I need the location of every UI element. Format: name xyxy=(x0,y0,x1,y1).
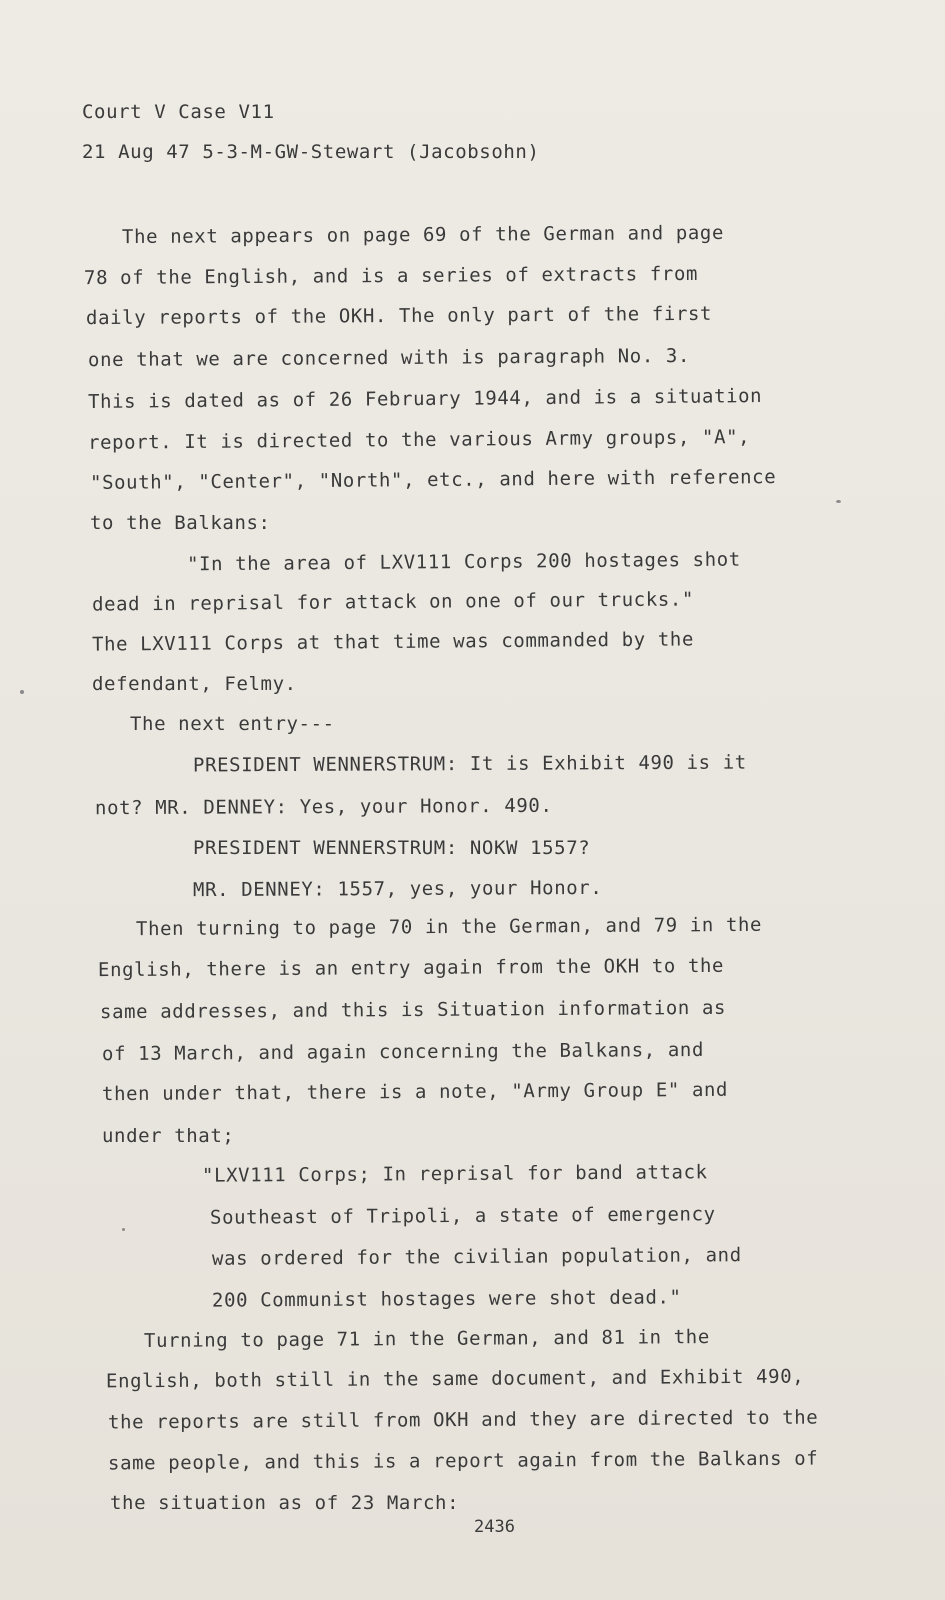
quote-line: "In the area of LXV111 Corps 200 hostages shot xyxy=(186,548,741,576)
text-line: under that; xyxy=(102,1125,235,1147)
text-line: same addresses, and this is Situation information as xyxy=(99,996,727,1024)
text-line: of 13 March, and again concerning the Balkans, and xyxy=(101,1038,705,1066)
header-court-case: Court V Case V11 xyxy=(82,101,275,123)
text-line: Then turning to page 70 in the German, and 79 in the xyxy=(135,913,763,941)
text-line: 78 of the English, and is a series of extracts from xyxy=(83,262,699,290)
text-line: daily reports of the OKH. The only part of the first xyxy=(85,302,713,330)
paper-speck xyxy=(122,1228,125,1231)
quote-line: was ordered for the civilian population, and xyxy=(211,1244,742,1270)
dialogue-line: MR. DENNEY: 1557, yes, your Honor. xyxy=(192,876,603,902)
text-line: The next appears on page 69 of the German and page xyxy=(121,221,725,249)
text-line: same people, and this is a report again from the Balkans of xyxy=(107,1447,819,1475)
text-line: defendant, Felmy. xyxy=(92,673,297,695)
text-line: English, there is an entry again from the OKH to the xyxy=(97,954,725,982)
text-line: to the Balkans: xyxy=(90,512,271,534)
dialogue-line: PRESIDENT WENNERSTRUM: It is Exhibit 490 is it xyxy=(192,751,747,777)
paper-speck xyxy=(836,500,841,503)
text-line: one that we are concerned with is paragraph No. 3. xyxy=(87,344,691,372)
text-line: Turning to page 71 in the German, and 81 in the xyxy=(143,1326,710,1352)
header-date-reporter: 21 Aug 47 5-3-M-GW-Stewart (Jacobsohn) xyxy=(82,141,540,163)
text-line: This is dated as of 26 February 1944, and is a situation xyxy=(87,385,763,413)
quote-line: dead in reprisal for attack on one of our trucks." xyxy=(91,588,695,616)
quote-line: "LXV111 Corps; In reprisal for band attack xyxy=(201,1161,708,1187)
text-line: the reports are still from OKH and they are directed to the xyxy=(107,1406,819,1434)
paper-speck xyxy=(20,690,24,694)
quote-line: Southeast of Tripoli, a state of emergency xyxy=(209,1203,716,1229)
page-number: 2436 xyxy=(474,1517,515,1537)
text-line: "South", "Center", "North", etc., and here with reference xyxy=(89,466,777,494)
text-line: the situation as of 23 March: xyxy=(110,1492,460,1514)
text-line: English, both still in the same document, and Exhibit 490, xyxy=(105,1365,805,1393)
quote-line: 200 Communist hostages were shot dead." xyxy=(211,1286,682,1312)
text-line: then under that, there is a note, "Army Group E" and xyxy=(101,1078,729,1106)
text-line: The next entry--- xyxy=(130,713,335,735)
text-line: The LXV111 Corps at that time was commanded by the xyxy=(91,628,695,656)
dialogue-line: not? MR. DENNEY: Yes, your Honor. 490. xyxy=(94,794,553,820)
text-line: report. It is directed to the various Army groups, "A", xyxy=(87,426,751,454)
dialogue-line: PRESIDENT WENNERSTRUM: NOKW 1557? xyxy=(193,837,591,859)
